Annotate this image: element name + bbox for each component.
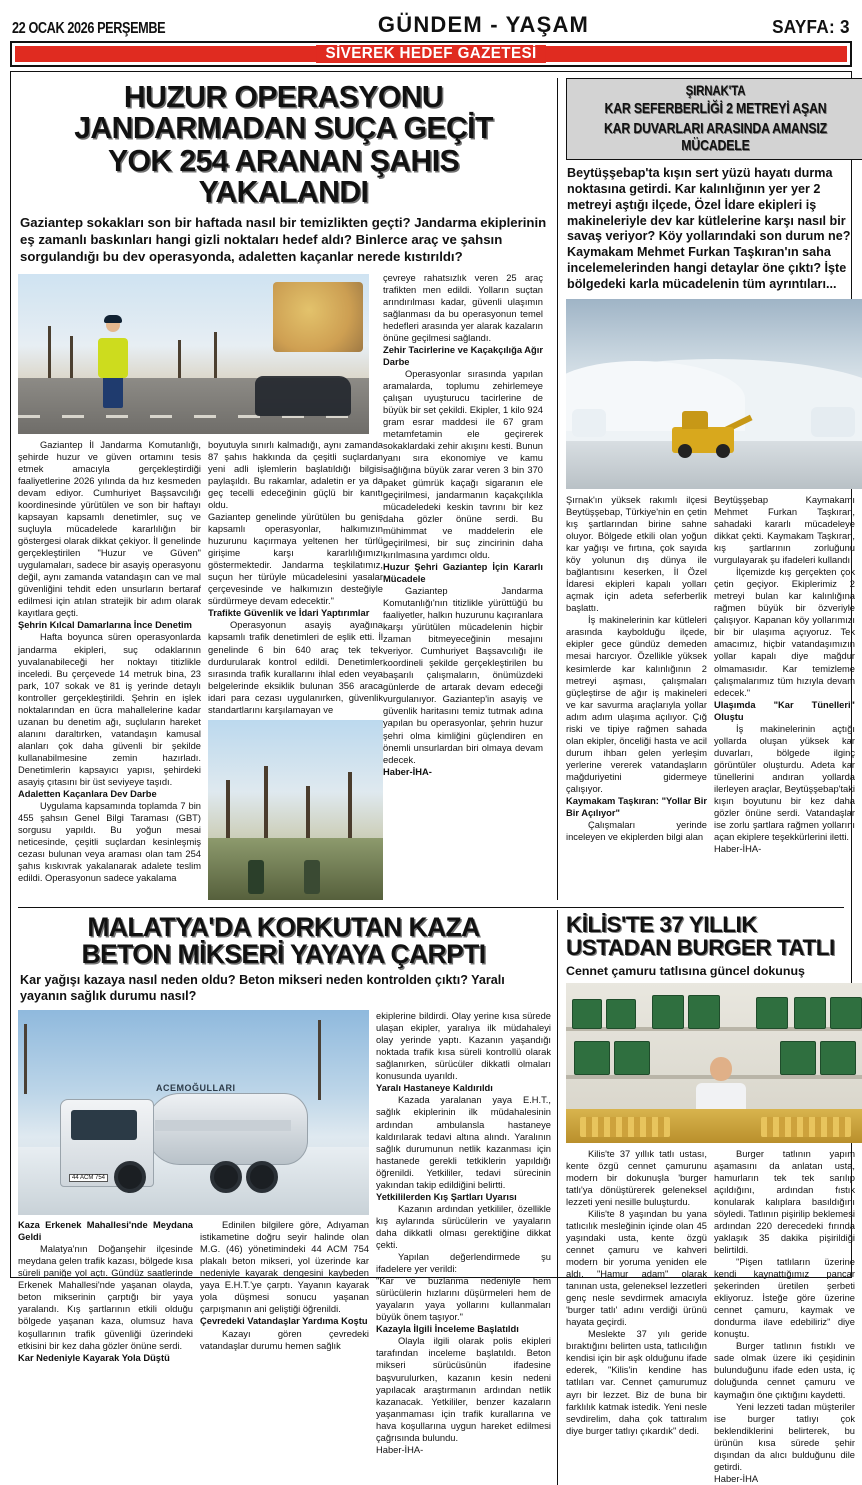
lead-story xyxy=(18,78,549,900)
paragraph: "Kar ve buzlanma nedeniyle hem sürücülerin hızlarını düşürmeleri hem de yayaların yaya yollarını kullanmaları büyük önem taşıyor." xyxy=(376,1276,551,1323)
paragraph: Gaziantep Jandarma Komutanlığı'nın titizlikle yürüttüğü bu faaliyetler, halkın huzurunu kaçıranlara karşı yürütülen mücadelenin hiçbir zaman bitmeyeceğinin mesajını veriyor. Cumhuriyet Başsavcılığı ile koordineli şekilde gerçekleştirilen bu başarılı çalışmaların, önümüzdeki günlerde de artarak devam edeceği vurgulanıyor. Gaziantep'in asayiş ve güvenlik haritasını temiz tutmak adına yapılan bu operasyonlar, şehrin huzur şehri olma kimliğini güçlendiren en önemli unsurlardan biri olmaya devam edecek. xyxy=(383,585,543,765)
kilis-deck: Cennet çamuru tatlısına güncel dokunuş xyxy=(566,963,805,978)
kilis-body xyxy=(566,1148,862,1485)
paragraph: İlçemizde kış gerçekten çok çetin geçiyor. Ekiplerimiz 2 metreyi bulan kar kalınlığına rağmen büyük bir özveriyle çalışıyor. Kapanan köy yollarımızı bir bir ulaşıma açıyoruz. Tek amacımız, hiçbir vatandaşımızın yollar kapalı diye mağdur olmamasıdır. Kar temizleme çalışmalarımız tüm hızıyla devam edecek." xyxy=(714,567,855,698)
stopped-vehicle xyxy=(255,376,351,416)
sirnak-headline-line2: KAR DUVARLARI ARASINDA AMANSIZ MÜCADELE xyxy=(603,120,828,154)
lead-photo-gendarme xyxy=(18,274,369,434)
paragraph: Gaziantep İl Jandarma Komutanlığı, şehirde huzur ve güven ortamını tesis etmek amacıyla gerçekleştirdiği faaliyetlerine 2026 yılında da hız kesmeden devam ediyor. Cumhuriyet Başsavcılığı koordinesinde yürütülen ve son bir haftayı kapsayan kapsamlı denetimler, suç ve suçluyla mücadelede kararlılığın bir göstergesi olarak dikkat çekiyor. İl genelinde gerçekleştirilen "Huzur ve Güven" uygulamaları, sadece bir asayiş operasyonu değil, aynı zamanda vatandaşın can ve mal güvenliğini tehdit eden unsurların bertaraf edilmesi için atılan stratejik bir adım olarak kayıtlara geçti. xyxy=(18,439,201,619)
sirnak-column-1 xyxy=(566,494,707,855)
excavator xyxy=(662,407,758,453)
kilis-headline-line1: KİLİS'TE 37 YILLIK xyxy=(566,911,757,937)
kilis-headline xyxy=(566,913,862,960)
paragraph: Operasyonun asayiş ayağına kapsamlı trafik denetimleri de eşlik etti. İl genelinde 6 bin 640 araç tek tek durdurularak kontrol edildi. Denetimler sırasında trafik kurallarını ihlal eden veya belgelerinde eksiklik bulunan 356 araca idari para cezası uygulanırken, güvenlik standartlarını karşılamayan ve xyxy=(208,620,383,715)
sirnak-headline-line1: KAR SEFERBERLİĞİ 2 METREYİ AŞAN xyxy=(604,100,827,117)
paragraph: Burger tatlının fıstıklı ve sade olmak üzere iki çeşidinin bulunduğunu ifade eden usta, iç doluğunda cennet çamuru ve kaymağın öne çıktığını kaydetti. xyxy=(714,1341,855,1400)
sirnak-body xyxy=(566,494,862,855)
kilis-photo-dessert-master xyxy=(566,983,862,1143)
lead-headline-line2: YOK 254 ARANAN ŞAHIS YAKALANDI xyxy=(107,144,460,210)
kilis-story xyxy=(557,910,862,1485)
publication-date: 22 OCAK 2026 PERŞEMBE xyxy=(12,20,166,37)
lead-deck: Gaziantep sokakları son bir haftada nasıl bir temizlikten geçti? Jandarma ekiplerinin eş zamanlı baskınları hangi gizli noktaları hedef aldı? Binlerce araç ve şahsın sorgulandığı bu dev operasyonda, adaletten kaçanlar nerede kıstırıldı? xyxy=(20,215,547,264)
gendarme-officer xyxy=(96,316,130,408)
subheading: Zehir Tacirlerine ve Kaçakçılığa Ağır Darbe xyxy=(383,345,543,368)
paragraph: ekiplerine bildirdi. Olay yerine kısa sürede ulaşan ekipler, yaralıya ilk müdahaleyi olay yerinde yaptı. Kazanın yaşandığı noktada trafik kısa süreli kontrollü olarak sağlanırken, sürücüler dikkatli olmaları konusunda uyarıldı. xyxy=(376,1011,551,1082)
concrete-mixer xyxy=(60,1077,310,1187)
malatya-photo-mixer-truck xyxy=(18,1010,369,1215)
paragraph: Burger tatlının yapım aşamasını da anlatan usta, hamurların tek tek sarılıp açıldığını, ardından fıstık konularak kalıplara basıldığını söyledi. Tatlının pişirilip beklemesi ardından 220 derecedeki fırında yaklaşık 35 dakika pişirildiği belirtildi. xyxy=(714,1148,855,1255)
kilis-column-2 xyxy=(714,1148,855,1485)
lead-headline xyxy=(21,82,547,208)
top-row xyxy=(18,78,855,900)
sirnak-headline-box xyxy=(566,78,862,160)
lead-column-2 xyxy=(208,439,383,900)
lead-column-1 xyxy=(18,439,201,900)
masthead xyxy=(8,0,854,38)
malatya-column-2 xyxy=(200,1219,369,1364)
license-plate: 44 ACM 754 xyxy=(69,1174,108,1182)
sirnak-story xyxy=(557,78,862,900)
subheading: Kazayla İlgili İnceleme Başlatıldı xyxy=(376,1324,519,1335)
subheading: Kar Nedeniyle Kayarak Yola Düştü xyxy=(18,1352,170,1363)
subheading: Yetkililerden Kış Şartları Uyarısı xyxy=(376,1191,517,1202)
tree-foliage xyxy=(273,282,363,352)
page-number: SAYFA: 3 xyxy=(772,17,850,37)
paragraph: boyutuyla sınırlı kalmadığı, aynı zamanda 87 şahıs hakkında da çeşitli suçlardan yeni adli işlemlerin başlatıldığı bilgisi paylaşıldı. Bu rakamlar, adaletin er ya da geç tecelli edeceğinin güçlü bir kanıtı oldu. xyxy=(208,439,383,510)
subheading: Şehrin Kılcal Damarlarına İnce Denetim xyxy=(18,620,192,631)
section-title: GÜNDEM - YAŞAM xyxy=(377,12,590,37)
paragraph: "Pişen tatlıların üzerine kendi kaynattığımız pancar şekerinden üretilen şerbeti ekliyoruz. İsteğe göre üzerine cennet çamuru, kaymak ve dondurma ilave edebiliriz" diye konuştu. xyxy=(714,1257,855,1340)
source-credit: Haber-İHA- xyxy=(383,766,432,777)
lead-headline-line1: HUZUR OPERASYONU JANDARMADAN SUÇA GEÇİT xyxy=(74,80,493,146)
bottom-row xyxy=(18,910,855,1485)
source-credit: Haber-İHA- xyxy=(376,1444,424,1455)
paragraph: Edinilen bilgilere göre, Adıyaman istikametine doğru seyir halinde olan M.G. (46) yönetimindeki 44 ACM 754 plakalı beton mikseri, yol üzerinde kar nedeniyle kayarak dengesini kaybeden yaya E.H.T.'ye çarptı. Yayanın kayarak yola düşmesi sonucu yaşanan çarpışmanın ani geliştiği öğrenildi. xyxy=(200,1220,369,1315)
subheading: Yaralı Hastaneye Kaldırıldı xyxy=(376,1083,493,1094)
paragraph: Operasyonlar sırasında yapılan aramalarda, toplumu zehirlemeye çalışan uyuşturucu tacirlerine de büyük bir set çekildi. Ekipler, 1 kilo 924 gram esrar maddesi ile 67 gram metamfetamin ele geçirerek sokaklardaki zehir akışını kesti. Bunun yanı sıra ekonomiye ve kamu sağlığına büyük zarar veren 3 bin 370 paket gümrük kaçağı sigaranın ele geçirilmesi, jandarmanın kaçakçılıkla mücadeledeki keskin tavrını bir kez daha gözler önüne serdi. Bu mühimmat ve maddelerin ele geçirilmesi, bir suç zincirinin daha kırılmasına yardımcı oldu. xyxy=(383,369,543,560)
sirnak-photo-snow-road xyxy=(566,299,862,489)
paragraph: Hafta boyunca süren operasyonlarda jandarma ekipleri, suç odaklarının yuvalanabileceği her noktayı titizlikle inceledi. Bu çerçevede 14 metruk bina, 23 park, 107 sokak ve 81 iş yerinde detaylı kontroller gerçekleştirildi. Şehrin en işlek noktalarından en ücra mahallelerine kadar uzanan bu denetim ağı, suçluların hareket alanını daraltırken, vatandaşın kamusal alanları çok daha güvenli bir şekilde kullanabilmesine zemin hazırladı. Denetimlerin kapsayıcı yapısı, şehirdeki asayiş çıtasını bir üst seviyeye taşıdı. xyxy=(18,632,201,788)
malatya-column-3 xyxy=(376,1010,551,1456)
sirnak-kicker: ŞIRNAK'TA xyxy=(685,83,746,98)
ribbon-label xyxy=(12,43,850,65)
paragraph: Kazada yaralanan yaya E.H.T., sağlık ekiplerinin ilk müdahalesinin ardından ambulansla hastaneye kaldırılarak tedavi altına alındı. Yaralının sağlık durumunun netlik kazanması için hastanede gerekli tetkiklerin yapıldığı öğrenildi. Yetkililer, tedavi sürecinin yakından takip edildiğini belirtti. xyxy=(376,1095,551,1190)
lead-photo-park xyxy=(208,720,383,900)
paragraph: Şırnak'ın yüksek rakımlı ilçesi Beytüşşebap, Türkiye'nin en çetin kış şartlarından birine sahne oluyor. Bölgede etkili olan yoğun kar yağışı ve fırtına, çok sayıda köy yolunun dış dünya ile bağlantısını keserken, İl Özel İdaresi ekipleri kapalı yolları açmak için adeta seferberlik başlattı. xyxy=(566,494,707,614)
truck-brand-text: ACEMOĞULLARI xyxy=(156,1083,236,1094)
paragraph: Kazanın ardından yetkililer, özellikle kış aylarında sürücülerin ve yayaların daha dikkatli olması gerektiğine dikkat çekti. xyxy=(376,1203,551,1250)
malatya-headline-line1: MALATYA'DA KORKUTAN KAZA xyxy=(87,911,480,942)
subheading: Huzur Şehri Gaziantep İçin Kararlı Mücadele xyxy=(383,561,543,584)
malatya-deck: Kar yağışı kazaya nasıl neden oldu? Beton mikseri neden kontrolden çıktı? Yaralı yayanın sağlık durumu nasıl? xyxy=(20,973,505,1004)
source-credit: Haber-İHA xyxy=(714,1473,759,1484)
subheading: Çevredeki Vatandaşlar Yardıma Koştu xyxy=(200,1316,368,1327)
paragraph: Kilis'te 8 yaşından bu yana tatlıcılık mesleğinin içinde olan 45 yaşındaki usta, kente özgü cennet çamuru ve kahveri modern bir yoruma yeniden ele aldı. "Hamur adam" olarak tanınan usta, geleneksel lezzetleri genç nesle sevdirmek amacıyla 'burger tatlı' adını verdiği ürünü hayata geçirdi. xyxy=(566,1208,707,1328)
paragraph: Malatya'nın Doğanşehir ilçesinde meydana gelen trafik kazası, bölgede kısa süreli paniğe yol açtı. Gündüz saatlerinde Erkenek Mahallesi'nde yaşanan olayda, beton mikserinin çarptığı bir yaya yaralandı. Kış şartlarının etkili olduğu bölgede yaşanan kaza, olumsuz hava koşullarının trafik güvenliği üzerindeki etkisini bir kez daha gözler önüne serdi. xyxy=(18,1244,193,1351)
paragraph: Yeni lezzeti tadan müşteriler ise burger tatlıyı çok beklendiklerini belirterek, bu ürünün kısa sürede şehir dışından da alıcı bulduğunu dile getirdi. xyxy=(714,1401,855,1472)
paragraph: Yapılan değerlendirmede şu ifadelere yer verildi: xyxy=(376,1252,551,1275)
paragraph: Beytüşşebap Kaymakamı Mehmet Furkan Taşkıran, sahadaki kararlı mücadeleye dikkat çekti. Kaymakam Taşkıran, kış şartlarının zorluğunu vurgulayarak şu ifadeleri kullandı: xyxy=(714,494,855,566)
subheading: Kaza Erkenek Mahallesi'nde Meydana Geldi xyxy=(18,1220,193,1243)
malatya-headline-line2: BETON MİKSERİ YAYAYA ÇARPTI xyxy=(81,939,486,970)
subheading: Trafikte Güvenlik ve İdari Yaptırımlar xyxy=(208,608,370,619)
newspaper-name-ribbon xyxy=(10,41,852,67)
malatya-column-1 xyxy=(18,1219,193,1364)
paragraph: Kazayı gören çevredeki vatandaşlar durumu hemen sağlık xyxy=(200,1328,369,1351)
lead-column-3 xyxy=(383,272,543,900)
horizontal-divider xyxy=(18,907,844,908)
malatya-story xyxy=(18,910,549,1485)
content-frame xyxy=(10,71,855,1484)
kilis-column-1 xyxy=(566,1148,707,1485)
subheading: Kaymakam Taşkıran: "Yollar Bir Bir Açılıyor" xyxy=(566,796,707,819)
paragraph: çevreye rahatsızlık veren 25 araç trafikten men edildi. Yolların suçtan arındırılması kadar, güvenli ulaşımın sağlanması da bu operasyonun temel hedefleri arasında yer alarak kazaların önüne geçilmesi sağlandı. xyxy=(383,272,543,343)
sirnak-column-2 xyxy=(714,494,855,855)
kilis-headline-line2: USTADAN BURGER TATLI xyxy=(566,935,835,961)
paragraph: Kilis'te 37 yıllık tatlı ustası, kente özgü cennet çamurunu modern bir dokunuşla 'burger tatlı'ya dönüştürerek geleneksel lezzeti yeni nesille buluşturdu. xyxy=(566,1148,707,1207)
newspaper-name: SİVEREK HEDEF GAZETESİ xyxy=(316,45,546,63)
paragraph: Çalışmaları yerinde inceleyen ve ekiplerden bilgi alan xyxy=(566,820,707,843)
paragraph: İş makinelerinin kar kütleleri arasında kaybolduğu ilçede, ekipler gece gündüz demeden mesai harcıyor. Özellikle yüksek kesimlerde kar kalınlığının 2 metreyi aşması, çalışmaları güçleştirse de ağır iş makineleri ve kar savurma araçlarıyla yollar adım adım ulaşıma açılıyor. Çığ riski ve tipiye rağmen sahada olan ekipler, önceliği hasta ve acil durum ihbarı gelen yerleşim yerlerine vererek vatandaşların mağduriyetini gidermeye çalışıyor. xyxy=(566,615,707,794)
malatya-lower-body xyxy=(18,1219,369,1364)
subheading: Adaletten Kaçanlara Dev Darbe xyxy=(18,789,157,800)
paragraph: Meslekte 37 yılı geride bıraktığını belirten usta, tatlıcılığın kendisi için bir aşk olduğunu ifade ederek, "Kilis'in kendine has tatlıları var. Cennet çamurumuz ayrı bir lezzet. Biz de buna bir farklılık katmak istedik. Yeni nesle sevdirelim, daha çok tattıralım diye burger tatlıyı çıkardık" dedi. xyxy=(566,1329,707,1436)
subheading: Ulaşımda "Kar Tünelleri" Oluştu xyxy=(714,699,855,722)
lead-body xyxy=(18,272,549,900)
source-credit: Haber-İHA- xyxy=(714,844,762,855)
paragraph: Olayla ilgili olarak polis ekipleri tarafından inceleme başlatıldı. Beton mikseri sürücüsünün ifadesine başvurulurken, kazanın kesin nedeni yapılacak araştırmanın ardından netlik kazanacak. Yetkililer, benzer kazaların yaşanmaması için trafik kurallarına ve hava koşullarına uygun hareket edilmesi çağrısında bulundu. xyxy=(376,1336,551,1443)
paragraph: Uygulama kapsamında toplamda 7 bin 455 şahsın Genel Bilgi Taraması (GBT) sorgusu yapıldı. Bu yoğun mesai neticesinde, çeşitli suçlardan kesinleşmiş cezası bulunan veya araması olan tam 254 şahıs kıskıvrak yakalanarak adalete teslim edildi. Operasyonun sadece yakalama xyxy=(18,801,201,884)
malatya-headline xyxy=(18,911,549,970)
paragraph: Gaziantep genelinde yürütülen bu geniş kapsamlı operasyonlar, halkımızın huzurunu kaçırmaya yeltenen her türlü girişime karşı kararlılığımızı göstermektedir. Jandarma teşkilatımız, suçun her türüyle mücadelesini yasalar çerçevesinde ve halkımızın desteğiyle sürdürmeye devam edecektir." xyxy=(208,512,383,607)
paragraph: İş makinelerinin açtığı yollarda oluşan yüksek kar duvarları, bölgede ilginç görüntüler oluşturdu. Adeta kar tünellerini andıran yollarda ilerleyen araçlar, Beytüşşebap'taki kışın boyutunu bir kez daha gözler önüne serdi. Vatandaşlar ise zorlu şartlara rağmen yollarını açan ekiplere teşekkürlerini iletti. xyxy=(714,723,855,843)
sirnak-deck: Beytüşşebap'ta kışın sert yüzü hayatı durma noktasına getirdi. Kar kalınlığının yer yer 2 metreyi aştığı ilçede, Özel İdare ekipleri iş makineleriyle dev kar kütlelerine karşı nasıl bir savaş veriyor? Köy yollarındaki son durum ne? Kaymakam Mehmet Furkan Taşkıran'ın saha incelemelerinden hangi detaylar öne çıktı? İşte bölgedeki karla mücadelenin tüm ayrıntıları... xyxy=(567,166,851,292)
